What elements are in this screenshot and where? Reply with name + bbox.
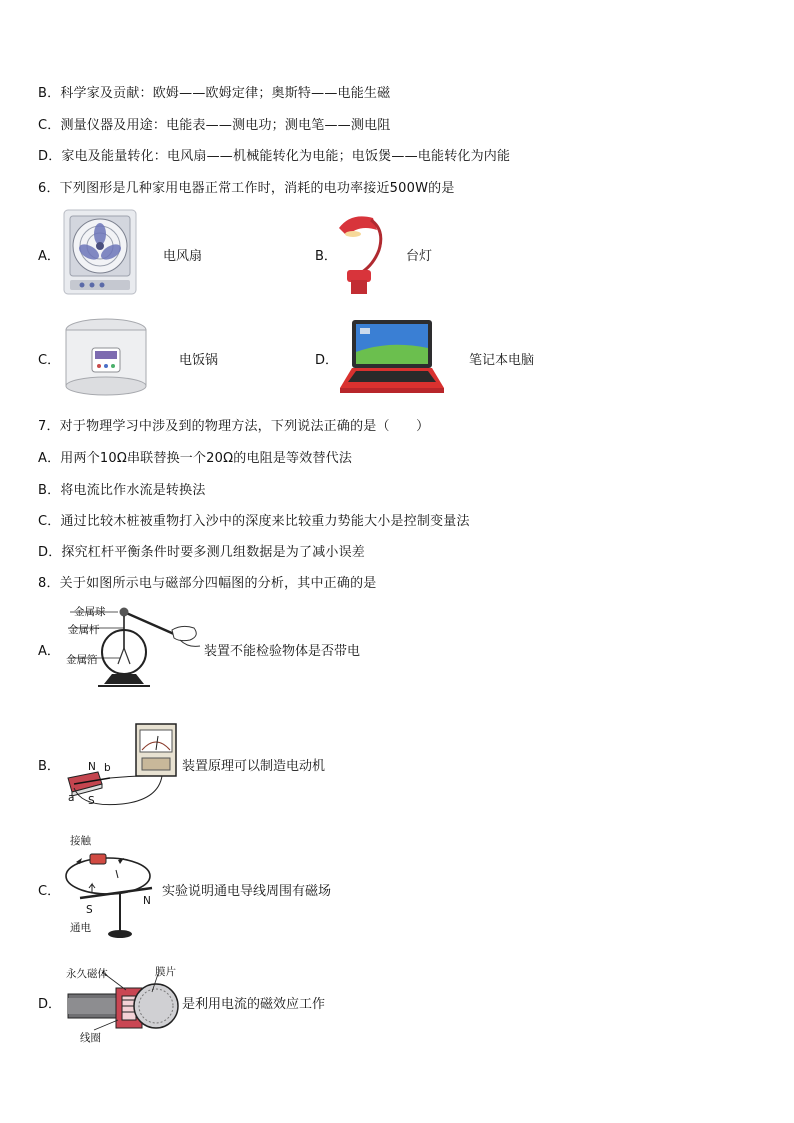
- q8-option-b-letter: B．: [38, 759, 60, 774]
- q7-option-a: A．用两个10Ω串联替换一个20Ω的电阻是等效替代法: [38, 451, 353, 466]
- label-n-pole-c: N: [143, 895, 151, 907]
- electric-fan-image: [62, 208, 138, 296]
- label-permanent-magnet: 永久磁体: [66, 968, 108, 980]
- q6-option-b-caption: 台灯: [406, 249, 433, 264]
- q5-option-b: B．科学家及贡献：欧姆——欧姆定律；奥斯特——电能生磁: [38, 86, 391, 101]
- q8-option-b-caption: 装置原理可以制造电动机: [182, 759, 326, 774]
- q8-option-a-caption: 装置不能检验物体是否带电: [204, 644, 361, 659]
- q8-option-a-letter: A．: [38, 644, 60, 659]
- laptop-image: [338, 318, 446, 396]
- label-membrane: 膜片: [155, 966, 176, 978]
- q8-option-c-caption: 实验说明通电导线周围有磁场: [162, 884, 332, 899]
- q7-option-b: B．将电流比作水流是转换法: [38, 483, 206, 498]
- label-metal-foil: 金属箔: [66, 654, 98, 666]
- label-a: a: [68, 792, 75, 804]
- q6-option-d-letter: D．: [315, 353, 339, 368]
- q7-option-c: C．通过比较木桩被重物打入沙中的深度来比较重力势能大小是控制变量法: [38, 514, 470, 529]
- q5-option-c: C．测量仪器及用途：电能表——测电功；测电笔——测电阻: [38, 118, 391, 133]
- q6-option-b-letter: B．: [315, 249, 337, 264]
- q6-option-a-caption: 电风扇: [163, 249, 203, 264]
- q7-stem: 7．对于物理学习中涉及到的物理方法，下列说法正确的是（ ）: [38, 419, 430, 434]
- label-metal-rod: 金属杆: [68, 624, 100, 636]
- label-coil: 线圈: [80, 1032, 101, 1044]
- label-b: b: [104, 762, 111, 774]
- label-s-pole-c: S: [86, 904, 93, 916]
- q5-option-d: D．家电及能量转化：电风扇——机械能转化为电能；电饭煲——电能转化为内能: [38, 149, 511, 164]
- label-metal-ball: 金属球: [74, 606, 106, 618]
- q8-option-c-letter: C．: [38, 884, 61, 899]
- label-n-pole: N: [88, 761, 96, 773]
- q8-option-d-letter: D．: [38, 997, 62, 1012]
- q8-stem: 8．关于如图所示电与磁部分四幅图的分析，其中正确的是: [38, 576, 377, 591]
- q6-stem: 6．下列图形是几种家用电器正常工作时，消耗的电功率接近500W的是: [38, 181, 455, 196]
- q6-option-a-letter: A．: [38, 249, 60, 264]
- rice-cooker-image: [62, 316, 150, 398]
- q7-option-d: D．探究杠杆平衡条件时要多测几组数据是为了减小误差: [38, 545, 366, 560]
- q6-option-c-letter: C．: [38, 353, 61, 368]
- desk-lamp-image: [333, 208, 391, 296]
- q8-option-d-caption: 是利用电流的磁效应工作: [182, 997, 326, 1012]
- electromagnetic-induction-image: [62, 718, 182, 816]
- q6-option-c-caption: 电饭锅: [179, 353, 219, 368]
- q6-option-d-caption: 笔记本电脑: [469, 353, 535, 368]
- label-power-on: 通电: [70, 922, 91, 934]
- label-s-pole: S: [88, 795, 95, 807]
- label-contact: 接触: [70, 835, 91, 847]
